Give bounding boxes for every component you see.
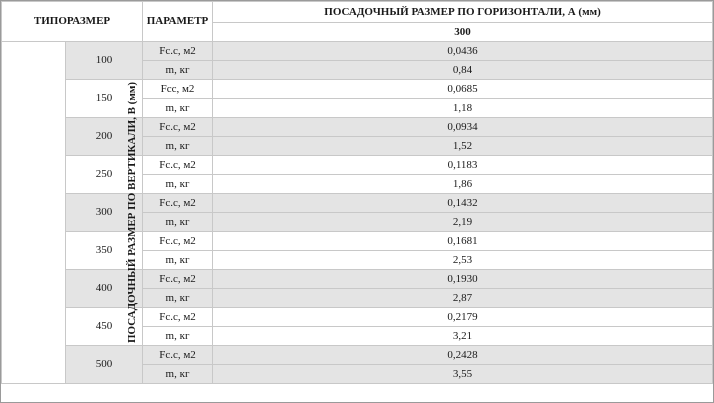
value-cell: 0,0934	[213, 118, 713, 137]
param-cell: m, кг	[143, 213, 213, 232]
header-horizontal: ПОСАДОЧНЫЙ РАЗМЕР ПО ГОРИЗОНТАЛИ, А (мм)	[213, 2, 713, 23]
header-tiporazmer: ТИПОРАЗМЕР	[2, 2, 143, 42]
param-cell: m, кг	[143, 61, 213, 80]
spec-table	[1, 1, 713, 384]
size-cell: 450	[66, 308, 143, 346]
value-cell: 3,21	[213, 327, 713, 346]
param-cell: Fсс, м2	[143, 80, 213, 99]
value-cell: 3,55	[213, 365, 713, 384]
table-row	[2, 308, 713, 327]
value-cell: 0,2179	[213, 308, 713, 327]
size-cell: 300	[66, 194, 143, 232]
size-cell: 150	[66, 80, 143, 118]
size-cell: 100	[66, 42, 143, 80]
header-horizontal-size: 300	[213, 23, 713, 42]
table-row	[2, 232, 713, 251]
value-cell: 0,2428	[213, 346, 713, 365]
param-cell: m, кг	[143, 327, 213, 346]
table-row	[2, 156, 713, 175]
param-cell: m, кг	[143, 251, 213, 270]
table-row	[2, 80, 713, 99]
value-cell: 0,1681	[213, 232, 713, 251]
value-cell: 0,0436	[213, 42, 713, 61]
param-cell: m, кг	[143, 137, 213, 156]
value-cell: 0,84	[213, 61, 713, 80]
param-cell: Fс.с, м2	[143, 232, 213, 251]
size-cell: 200	[66, 118, 143, 156]
table-row	[2, 270, 713, 289]
value-cell: 1,86	[213, 175, 713, 194]
value-cell: 0,0685	[213, 80, 713, 99]
table-row	[2, 42, 713, 61]
param-cell: m, кг	[143, 289, 213, 308]
header-parametr: ПАРАМЕТР	[143, 2, 213, 42]
param-cell: m, кг	[143, 365, 213, 384]
value-cell: 2,19	[213, 213, 713, 232]
param-cell: Fс.с, м2	[143, 194, 213, 213]
param-cell: m, кг	[143, 175, 213, 194]
size-cell: 400	[66, 270, 143, 308]
table-row	[2, 194, 713, 213]
table-row	[2, 346, 713, 365]
param-cell: Fс.с, м2	[143, 156, 213, 175]
table-row	[2, 118, 713, 137]
vertical-axis-label: ПОСАДОЧНЫЙ РАЗМЕР ПО ВЕРТИКАЛИ, В (мм)	[126, 81, 139, 344]
value-cell: 0,1183	[213, 156, 713, 175]
value-cell: 0,1432	[213, 194, 713, 213]
param-cell: Fс.с, м2	[143, 42, 213, 61]
param-cell: Fс.с, м2	[143, 308, 213, 327]
value-cell: 1,52	[213, 137, 713, 156]
param-cell: Fс.с, м2	[143, 118, 213, 137]
param-cell: Fс.с, м2	[143, 270, 213, 289]
spec-table-body	[2, 42, 713, 384]
value-cell: 2,87	[213, 289, 713, 308]
value-cell: 0,1930	[213, 270, 713, 289]
value-cell: 2,53	[213, 251, 713, 270]
param-cell: Fс.с, м2	[143, 346, 213, 365]
size-cell: 500	[66, 346, 143, 384]
size-cell: 250	[66, 156, 143, 194]
param-cell: m, кг	[143, 99, 213, 118]
size-cell: 350	[66, 232, 143, 270]
value-cell: 1,18	[213, 99, 713, 118]
